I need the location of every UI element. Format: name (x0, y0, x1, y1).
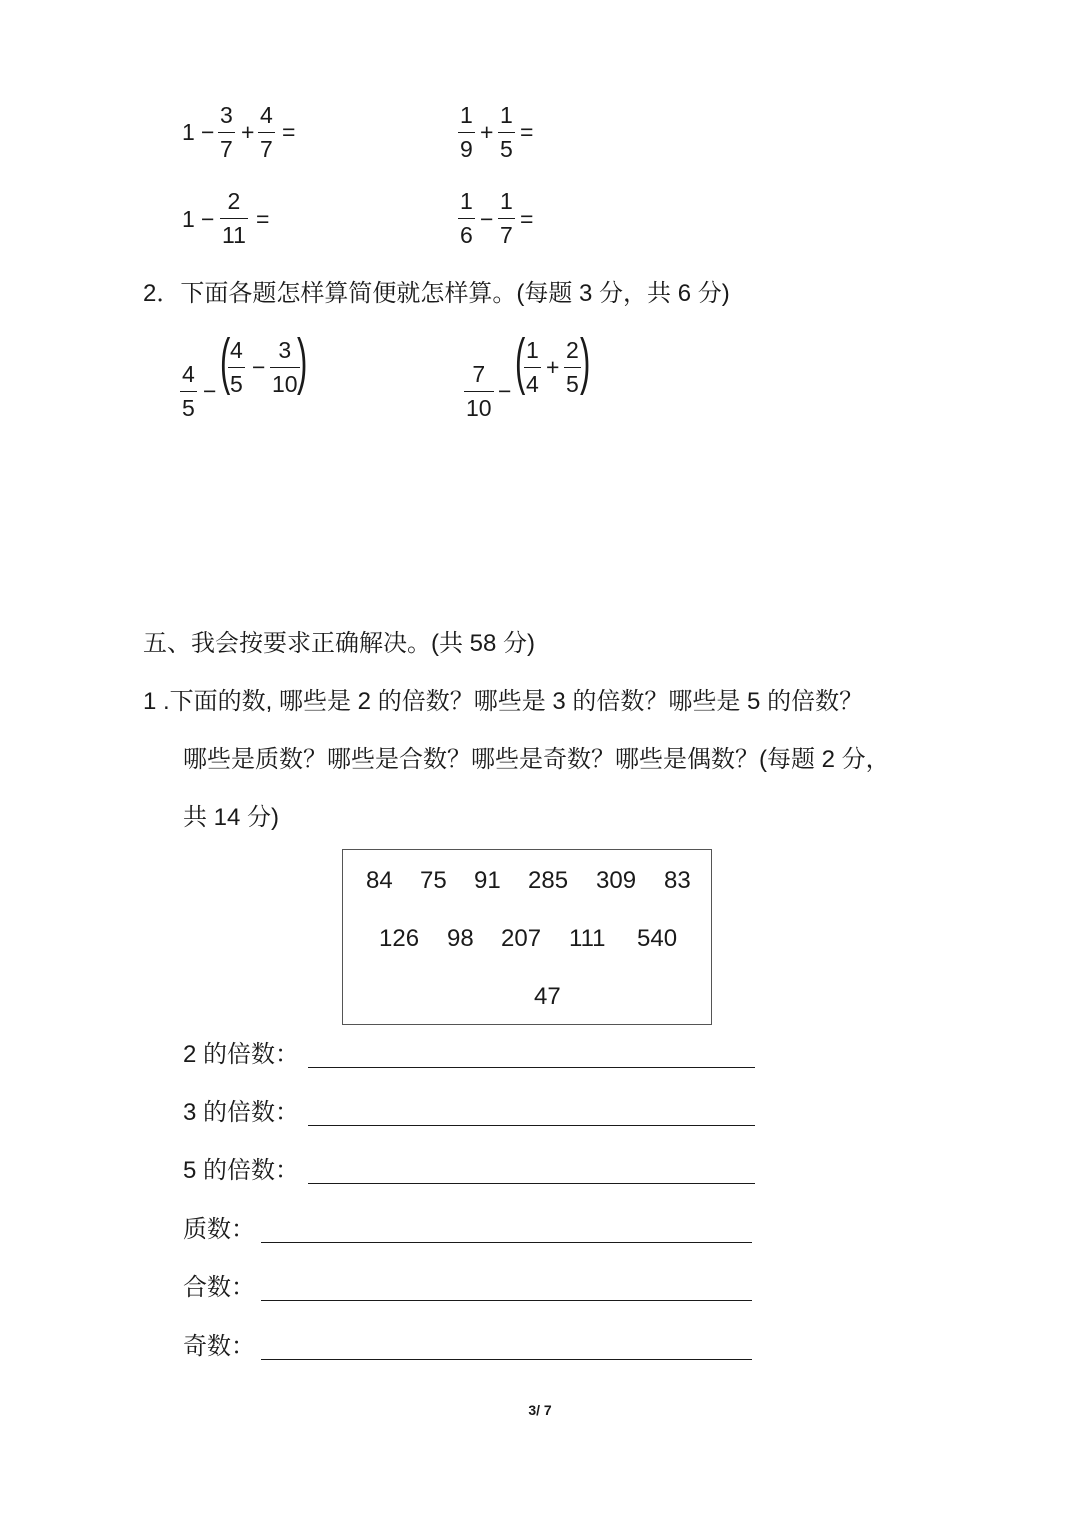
label-multiples-of-3: 3 的倍数： (183, 1099, 300, 1126)
fraction: $\frac{2}{5}$ (566, 337, 579, 397)
number-row-2 (379, 927, 677, 951)
answer-line-multiples-of-2[interactable] (308, 1067, 755, 1068)
number: 207 (501, 925, 542, 952)
section-2-heading: 2．下面各题怎样算简便就怎样算。(每题 3 分，共 6 分) (143, 280, 730, 307)
left-parenthesis: ( (515, 327, 526, 396)
label-prime: 质数： (183, 1216, 255, 1243)
label-multiples-of-5: 5 的倍数： (183, 1157, 300, 1184)
equals-sign: = (282, 119, 296, 145)
left-parenthesis: ( (220, 327, 231, 396)
operator: − (201, 206, 215, 232)
page-number: 3/ 7 (528, 1402, 552, 1418)
answer-line-composite[interactable] (261, 1300, 752, 1301)
whole-number: 1 (182, 206, 195, 232)
number: 75 (420, 867, 447, 894)
fraction: $\frac{1}{6}$ (460, 188, 473, 248)
equals-sign: = (520, 119, 534, 145)
number: 84 (366, 867, 393, 894)
fraction: $\frac{1}{4}$ (526, 337, 539, 397)
fraction: $\frac{3}{10}$ (272, 337, 298, 397)
right-parenthesis: ) (580, 327, 591, 396)
question-1-line-1: 1 .下面的数, 哪些是 2 的倍数？哪些是 3 的倍数？哪些是 5 的倍数？ (143, 688, 864, 715)
answer-line-multiples-of-5[interactable] (308, 1183, 755, 1184)
question-1-line-3: 共 14 分) (183, 804, 280, 831)
operator: − (480, 206, 494, 232)
answer-line-multiples-of-3[interactable] (308, 1125, 755, 1126)
operator: − (201, 119, 215, 145)
number: 91 (474, 867, 501, 894)
number: 126 (379, 925, 420, 952)
number: 111 (569, 925, 606, 952)
number: 98 (447, 925, 474, 952)
label-composite: 合数： (183, 1274, 255, 1301)
label-odd: 奇数： (183, 1333, 255, 1360)
fraction: $\frac{7}{10}$ (466, 361, 492, 421)
fraction: $\frac{2}{11}$ (222, 188, 246, 248)
fraction: $\frac{4}{5}$ (182, 361, 195, 421)
number: 83 (664, 867, 691, 894)
whole-number: 1 (182, 119, 195, 145)
operator: + (241, 119, 255, 145)
operator: − (498, 378, 512, 404)
number-row-3 (534, 985, 561, 1009)
answer-line-odd[interactable] (261, 1359, 752, 1360)
number-row-1 (366, 869, 691, 893)
section-5-heading: 五、我会按要求正确解决。(共 58 分) (143, 630, 536, 657)
equals-sign: = (256, 206, 270, 232)
equals-sign: = (520, 206, 534, 232)
operator: + (480, 119, 494, 145)
number-box (342, 849, 712, 1025)
operator: − (203, 378, 217, 404)
fraction: $\frac{1}{9}$ (460, 102, 473, 162)
fraction: $\frac{4}{5}$ (230, 337, 243, 397)
number: 285 (528, 867, 569, 894)
fraction: $\frac{3}{7}$ (220, 102, 233, 162)
answer-line-prime[interactable] (261, 1242, 752, 1243)
fraction: $\frac{1}{7}$ (500, 188, 513, 248)
label-multiples-of-2: 2 的倍数： (183, 1041, 300, 1068)
number: 540 (637, 925, 678, 952)
number: 309 (596, 867, 637, 894)
fraction: $\frac{4}{7}$ (260, 102, 273, 162)
fraction: $\frac{1}{5}$ (500, 102, 513, 162)
question-1-line-2: 哪些是质数？哪些是合数？哪些是奇数？哪些是偶数？(每题 2 分， (183, 746, 890, 773)
operator: + (546, 354, 560, 380)
operator: − (252, 354, 266, 380)
right-parenthesis: ) (297, 327, 308, 396)
number: 47 (534, 983, 561, 1010)
